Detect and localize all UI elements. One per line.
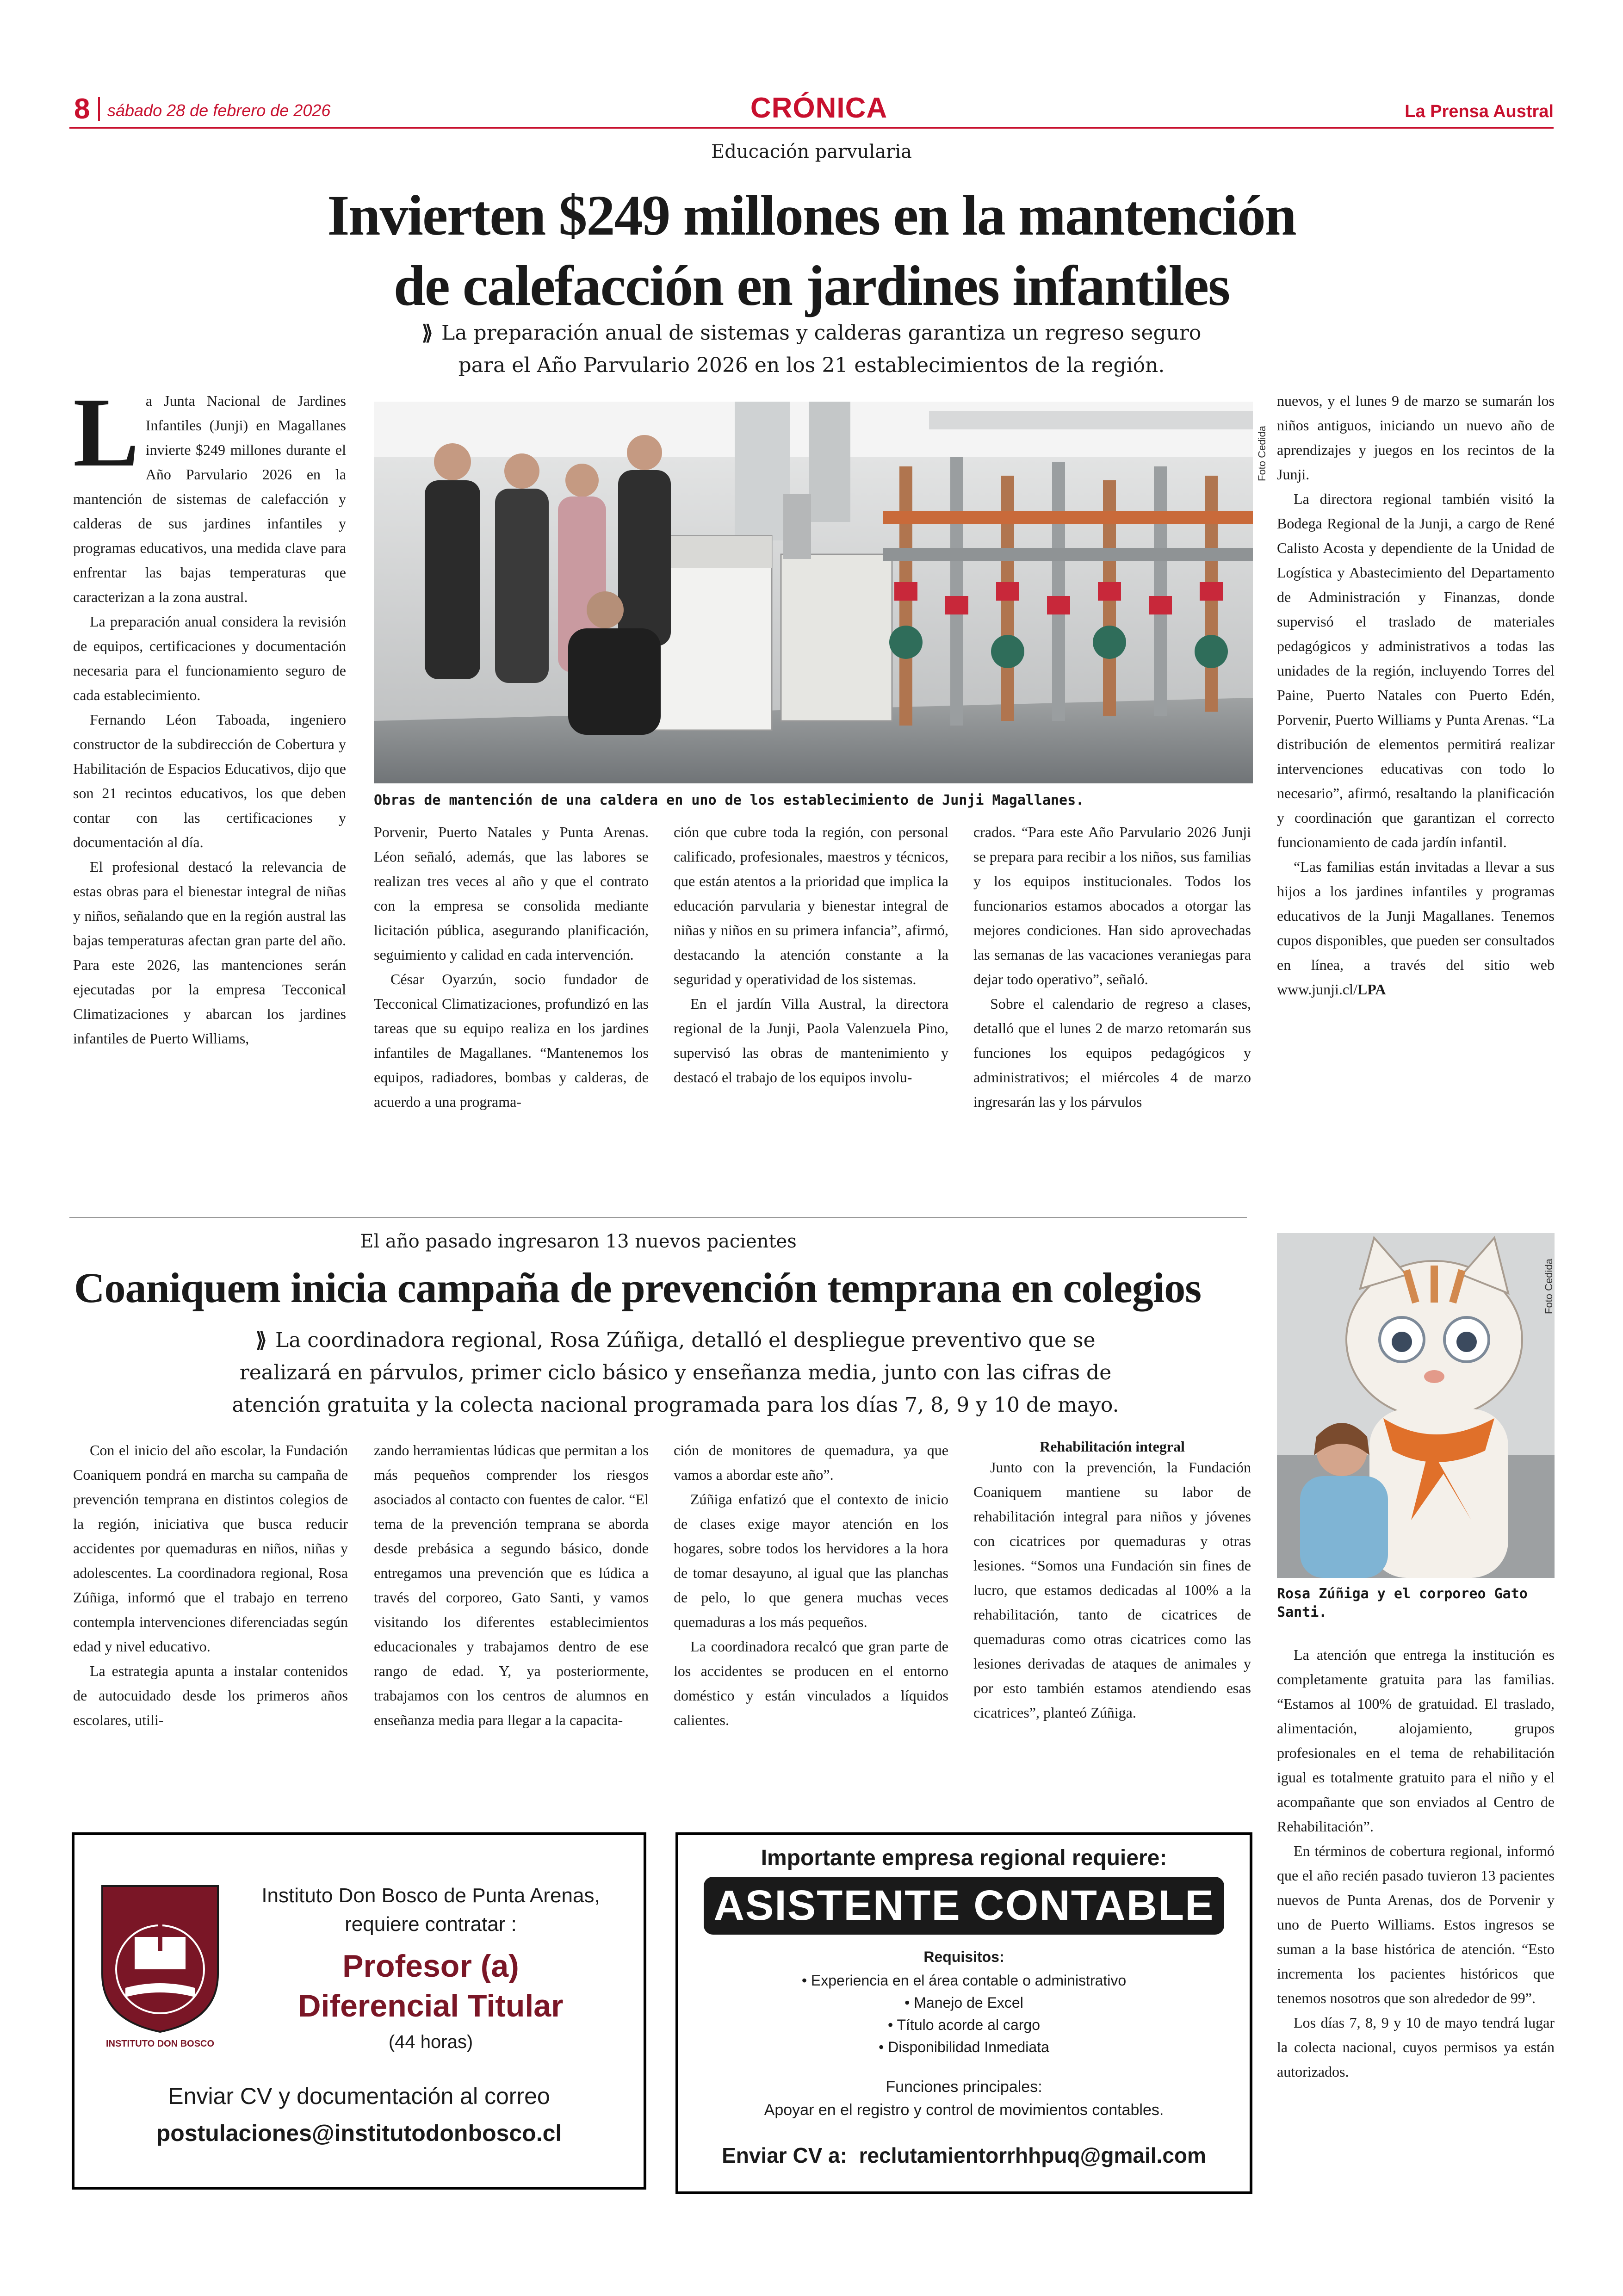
ad2-requirements-title: Requisitos: [923, 1948, 1004, 1965]
requirement-item: • Manejo de Excel [904, 1994, 1023, 2011]
article2-column-2 [374, 1438, 649, 1732]
paragraph: Fernando Léon Taboada, ingeniero constructor de la subdirección de Cobertura y Habilitación de Espacios Educativos, dijo que son 21 recintos educativos, los que deben contar con las certificaciones y documentación al día. [73, 711, 346, 850]
paragraph: Los días 7, 8, 9 y 10 de mayo tendrá lugar la colecta nacional, cuyos permisos ya están autorizados. [1277, 2014, 1555, 2080]
article1-column-3 [674, 820, 948, 1090]
paragraph: En el jardín Villa Austral, la directora regional de la Junji, Paola Valenzuela Pino, supervisó las obras de mantenimiento y destacó el trabajo de los equipos involu- [674, 995, 948, 1086]
ad2-send [678, 2143, 1250, 2168]
paragraph: La atención que entrega la institución es completamente gratuita para las familias. “Estamos al 100% de gratuidad. El traslado, alimentación, alojamiento, grupos profesionales en el tema de rehabilitación igual es totalmente gratuito para el niño y el acompañante que son enviados al Centro de Rehabilitación”. [1277, 1646, 1555, 1835]
header-divider [98, 97, 100, 121]
article2-deck-line3: atención gratuita y la colecta nacional programada para los días 7, 8, 9 y 10 de mayo. [232, 1393, 1119, 1417]
article1-headline-line2: de calefacción en jardines infantiles [393, 254, 1230, 317]
ad-position-line1: Profesor (a) [342, 1948, 519, 1984]
ad-send-instructions: Enviar CV y documentación al correo [168, 2083, 550, 2109]
requirement-item: • Experiencia en el área contable o administrativo [801, 1972, 1127, 1989]
newspaper-name: La Prensa Austral [1405, 102, 1554, 121]
article2-subhead: Rehabilitación integral [1040, 1438, 1185, 1455]
ad2-position-banner: ASISTENTE CONTABLE [704, 1877, 1224, 1935]
paragraph: ción de monitores de quemadura, ya que vamos a abordar este año”. [674, 1442, 948, 1483]
ad-email[interactable]: postulaciones@institutodonbosco.cl [156, 2120, 562, 2146]
ad-position [232, 1946, 630, 2026]
issue-date: sábado 28 de febrero de 2026 [107, 101, 331, 120]
ad2-requirements [678, 1969, 1250, 2058]
paragraph: Con el inicio del año escolar, la Fundación Coaniquem pondrá en marcha su campaña de prevención temprana en distintos colegios de la región, iniciativa que busca reducir accidentes por quemaduras en niños, niñas y adolescentes. La coordinadora regional, Rosa Zúñiga, informó que el trabajo en terreno contempla intervenciones diferenciadas según edad y nivel educativo. [73, 1442, 348, 1655]
page-number: 8 [74, 93, 90, 125]
article2-column-1 [73, 1438, 348, 1732]
article1-column-4 [973, 820, 1251, 1114]
article2-deck-line1: La coordinadora regional, Rosa Zúñiga, detalló el despliegue preventivo que se [275, 1328, 1096, 1352]
ad-intro-line2: requiere contratar : [345, 1913, 517, 1936]
article2-column-3 [674, 1438, 948, 1732]
job-ad-asistente-contable [675, 1832, 1252, 2194]
paragraph: César Oyarzún, socio fundador de Tecconical Climatizaciones, profundizó en las tareas que su equipo realiza en los jardines infantiles de Magallanes. “Mantenemos los equipos, radiadores, bombas y calderas, de acuerdo a una programa- [374, 971, 649, 1110]
paragraph: ción que cubre toda la región, con personal calificado, profesionales, maestros y técnicos, que están atentos a la prioridad que implica la educación parvularia y bienestar integral de niñas y niños en su primera infancia”, afirmó, destacando la atención constante a la seguridad y operatividad de los sistemas. [674, 824, 948, 987]
paragraph: Zúñiga enfatizó que el contexto de inicio de clases exige mayor atención en los hogares, sobre todos los hervidores a la hora de tomar desayuno, al igual que las planchas de pelo, lo que genera muchas veces quemaduras a los más pequeños. [674, 1491, 948, 1630]
paragraph: El profesional destacó la relevancia de estas obras para el bienestar integral de niñas y niños, señalando que en la región austral las bajas temperaturas afectan gran parte del año. Para este 2026, las mantenciones serán ejecutadas por la empresa Tecconical Climatizaciones y abarcan los jardines infantiles de Puerto Williams, [73, 858, 346, 1047]
header-rule [69, 127, 1554, 129]
logo-top-text: PUNTA ARENAS [124, 1868, 196, 1878]
article1-kicker: Educación parvularia [711, 141, 912, 162]
article2-kicker: El año pasado ingresaron 13 nuevos pacientes [360, 1231, 797, 1252]
ad-position-line2: Diferencial Titular [298, 1988, 564, 2023]
section-divider [69, 1217, 1247, 1218]
drop-cap: L [73, 378, 139, 487]
article2-deck-line2: realizará en párvulos, primer ciclo básico y enseñanza media, junto con las cifras de [239, 1361, 1112, 1384]
article1-deck [324, 317, 1299, 382]
article2-column-5 [1277, 1643, 1555, 2084]
signature: LPA [1357, 981, 1386, 998]
chevron-right-icon: ⟫ [421, 321, 434, 345]
ad-intro [232, 1881, 630, 1939]
section-name: CRÓNICA [750, 92, 888, 124]
paragraph: La preparación anual considera la revisión de equipos, certificaciones y documentación necesaria para el funcionamiento seguro de cada establecimiento. [73, 613, 346, 703]
job-ad-don-bosco [72, 1832, 646, 2190]
article1-photo-caption: Obras de mantención de una caldera en uno de los establecimiento de Junji Magallanes. [374, 792, 1084, 808]
article1-column-1 [73, 378, 346, 1051]
paragraph: La directora regional también visitó la Bodega Regional de la Junji, a cargo de René Calisto Acosta y dependiente de la Unidad de Logística y Abastecimiento del Departamento de Administración y Finanzas, donde supervisó el traslado de materiales pedagógicos y administrativos a todas las unidades de la región, incluyendo Torres del Paine, Puerto Natales con Puerto Edén, Porvenir, Puerto Williams y Punta Arenas. “La distribución de elementos permitirá realizar intervenciones educativas con todo lo necesario”, afirmó, resaltando la planificación y coordinación que garantizan el correcto funcionamiento de cada jardín infantil. [1277, 490, 1555, 850]
paragraph: La estrategia apunta a instalar contenidos de autocuidado desde los primeros años escolares, utili- [73, 1663, 348, 1728]
don-bosco-logo-icon [98, 1881, 223, 2034]
paragraph: nuevos, y el lunes 9 de marzo se sumarán los niños antiguos, iniciando un nuevo año de aprendizajes y juegos en los recintos de la Junji. [1277, 392, 1555, 483]
article2-deck [167, 1324, 1184, 1421]
article1-photo [374, 402, 1253, 783]
article1-headline [139, 180, 1484, 321]
requirement-item: • Título acorde al cargo [887, 2017, 1040, 2033]
article1-deck-line1: La preparación anual de sistemas y calderas garantiza un regreso seguro [441, 321, 1202, 345]
article2-photo-caption: Rosa Zúñiga y el corporeo Gato Santi. [1277, 1586, 1528, 1620]
paragraph [1277, 855, 1555, 1002]
article1-deck-line2: para el Año Parvulario 2026 en los 21 establecimientos de la región. [458, 354, 1165, 377]
ad2-send-label: Enviar CV a: [722, 2143, 848, 2167]
paragraph-text: “Las familias están invitadas a llevar a sus hijos a los jardines infantiles y programas educativos de la Junji Magallanes. Tenemos cupos disponibles, que pueden ser consultados en línea, a través del sitio web www.junji.cl/ [1277, 858, 1555, 998]
ad-hours: (44 horas) [388, 2032, 473, 2052]
chevron-right-icon: ⟫ [255, 1328, 267, 1352]
article1-photo-credit: Foto Cedida [1256, 426, 1268, 481]
paragraph: a Junta Nacional de Jardines Infantiles (Junji) en Magallanes invierte $249 millones durante el Año Parvulario 2026 en la mantención de sistemas de calefacción y calderas de sus jardines infantiles y programas educativos, una medida clave para enfrentar las bajas temperaturas que caracterizan a la zona austral. [73, 392, 346, 605]
paragraph: crados. “Para este Año Parvulario 2026 Junji se prepara para recibir a los niños, sus familias y los equipos institucionales. Todos los funcionarios estamos abocados a otorgar las mejores condiciones. Han sido aprovechadas las semanas de las vacaciones veraniegas para dejar todo operativo”, señaló. [973, 824, 1251, 987]
article2-photo-credit: Foto Cedida [1543, 1259, 1555, 1314]
article1-column-2 [374, 820, 649, 1114]
ad2-email[interactable]: reclutamientorrhhpuq@gmail.com [859, 2143, 1206, 2167]
paragraph: Porvenir, Puerto Natales y Punta Arenas. Léon señaló, además, que las labores se realizan tres veces al año y que el contrato con la empresa se consolida mediante licitación pública, asegurando planificación, seguimiento y calidad en cada intervención. [374, 824, 649, 963]
article2-headline: Coaniquem inicia campaña de prevención temprana en colegios [74, 1264, 1202, 1311]
paragraph: zando herramientas lúdicas que permitan a los más pequeños comprender los riesgos asociados al contacto con fuentes de calor. “El tema de la prevención temprana se aborda desde prebásica a segundo básico, donde entregamos una prevención que es lúdica a través del corporeo, Gato Santi, y vamos visitando los diferentes establecimientos educacionales y trabajamos dentro de ese rango de edad. Y, ya posteriormente, trabajamos con los centros de alumnos en enseñanza media para llegar a la capacita- [374, 1442, 649, 1728]
logo-ring-text: INSTITUTO DON BOSCO [105, 2039, 215, 2049]
article1-headline-line1: Invierten $249 millones en la mantención [327, 184, 1296, 247]
paragraph: En términos de cobertura regional, informó que el año recién pasado tuvieron 13 pacientes nuevos de Punta Arenas, dos de Porvenir y uno de Puerto Williams. Estos ingresos se suman a la base histórica de atención. “Esto incrementa los pacientes históricos que tenemos nosotros que son alrededor de 99”. [1277, 1843, 1555, 2006]
paragraph: Sobre el calendario de regreso a clases, detalló que el lunes 2 de marzo retomarán sus funciones los equipos pedagógicos y administrativos; el miércoles 4 de marzo ingresarán las y los párvulos [973, 995, 1251, 1110]
ad2-intro: Importante empresa regional requiere: [761, 1846, 1167, 1870]
article2-column-4 [973, 1438, 1251, 1725]
paragraph: La coordinadora recalcó que gran parte de los accidentes se producen en el entorno doméstico y están vinculados a líquidos calientes. [674, 1638, 948, 1728]
article1-column-5 [1277, 389, 1555, 1002]
ad2-functions: Apoyar en el registro y control de movimientos contables. [764, 2101, 1164, 2119]
article2-photo [1277, 1233, 1555, 1578]
ad2-functions-title: Funciones principales: [886, 2078, 1042, 2096]
requirement-item: • Disponibilidad Inmediata [879, 2039, 1049, 2055]
paragraph: Junto con la prevención, la Fundación Coaniquem mantiene su labor de rehabilitación integral para niños y jóvenes con cicatrices por quemaduras y otras lesiones. “Somos una Fundación sin fines de lucro, que estamos dedicadas al 100% a la rehabilitación, tanto de cicatrices de quemaduras como otras cicatrices como las lesiones derivadas de ataques de animales y por esto también estamos atendiendo esas cicatrices”, planteó Zúñiga. [973, 1459, 1251, 1721]
ad-intro-line1: Instituto Don Bosco de Punta Arenas, [261, 1884, 600, 1907]
